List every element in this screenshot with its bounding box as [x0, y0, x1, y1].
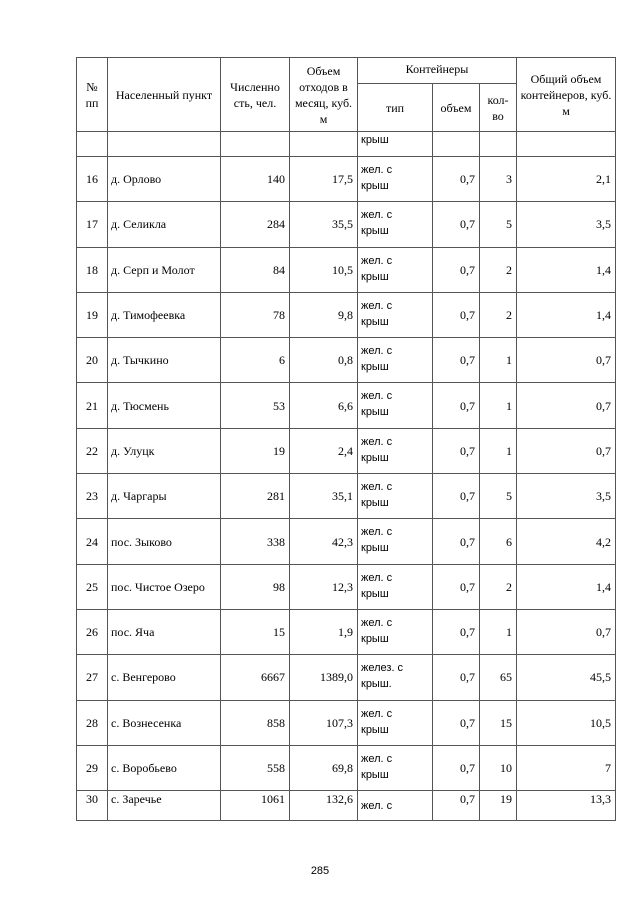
- container-volume-cell: 0,7: [433, 474, 480, 519]
- container-type-cell: [358, 383, 433, 428]
- container-type-line: крыш: [361, 768, 389, 781]
- population-cell: 98: [221, 564, 290, 609]
- table-row: [77, 474, 616, 519]
- waste-volume-cell: 17,5: [290, 157, 358, 202]
- header-container-volume: объем: [433, 84, 480, 132]
- table-row: [77, 247, 616, 292]
- population-cell: 284: [221, 202, 290, 247]
- place-cell: с. Вознесенка: [108, 700, 221, 745]
- total-volume-cell: 3,5: [517, 202, 616, 247]
- container-type-line: крыш: [361, 542, 389, 555]
- container-volume-cell: 0,7: [433, 202, 480, 247]
- place-cell: с. Воробьево: [108, 745, 221, 790]
- waste-volume-cell: 1389,0: [290, 655, 358, 700]
- container-type-cell: [358, 745, 433, 790]
- container-count-cell: 1: [480, 609, 517, 654]
- container-type-cell: [358, 564, 433, 609]
- container-type-line: жел. с: [361, 435, 393, 448]
- total-volume-cell: 7: [517, 745, 616, 790]
- container-count-cell: 5: [480, 202, 517, 247]
- container-type-cell: [358, 247, 433, 292]
- waste-volume-cell: 132,6: [290, 791, 358, 821]
- header-container-count: кол-во: [480, 84, 517, 132]
- container-type-line: жел. с: [361, 299, 393, 312]
- page-number: 285: [310, 865, 330, 877]
- container-count-cell: 15: [480, 700, 517, 745]
- container-count-cell: 6: [480, 519, 517, 564]
- place-cell: д. Улуцк: [108, 428, 221, 473]
- table-row: [77, 745, 616, 790]
- table-row: [77, 519, 616, 564]
- container-type-line: крыш: [361, 723, 389, 736]
- row-number-cell: 30: [77, 791, 108, 821]
- row-number-cell: 20: [77, 338, 108, 383]
- container-type-line: жел. с: [361, 209, 393, 222]
- container-type-line: крыш: [361, 632, 389, 645]
- population-cell: 338: [221, 519, 290, 564]
- table-row: [77, 338, 616, 383]
- waste-volume-cell: 1,9: [290, 609, 358, 654]
- header-total-volume: Общий объем контейнеров, куб. м: [517, 58, 616, 132]
- container-volume-cell: 0,7: [433, 292, 480, 337]
- waste-volume-cell: 0,8: [290, 338, 358, 383]
- container-count-cell: 1: [480, 428, 517, 473]
- table-row: [77, 700, 616, 745]
- container-type-line: крыш: [361, 270, 389, 283]
- header-container-type: тип: [358, 84, 433, 132]
- container-volume-cell: 0,7: [433, 383, 480, 428]
- container-type-line: желез. с: [361, 662, 404, 675]
- row-number-cell: 16: [77, 157, 108, 202]
- container-type-cell: [358, 700, 433, 745]
- total-volume-cell: 1,4: [517, 292, 616, 337]
- container-count-cell: 65: [480, 655, 517, 700]
- container-count-cell: 1: [480, 383, 517, 428]
- container-type-cell: [358, 338, 433, 383]
- population-cell: 858: [221, 700, 290, 745]
- header-number: № пп: [77, 58, 108, 132]
- row-number-cell: 29: [77, 745, 108, 790]
- container-type-line: жел. с: [361, 752, 393, 765]
- table-row: [77, 609, 616, 654]
- container-type-line: жел. с: [361, 571, 393, 584]
- waste-volume-cell: 6,6: [290, 383, 358, 428]
- row-number-cell: 24: [77, 519, 108, 564]
- row-number-cell: 27: [77, 655, 108, 700]
- container-type-line: крыш.: [361, 678, 392, 691]
- container-count-cell: 2: [480, 292, 517, 337]
- container-volume-cell: 0,7: [433, 428, 480, 473]
- place-cell: с. Венгерово: [108, 655, 221, 700]
- container-type-cell: [358, 202, 433, 247]
- place-cell: д. Селикла: [108, 202, 221, 247]
- waste-table: [76, 57, 616, 821]
- container-count-cell: 19: [480, 791, 517, 821]
- container-type-line: жел. с: [361, 526, 393, 539]
- row-number-cell: 22: [77, 428, 108, 473]
- waste-volume-cell: 35,5: [290, 202, 358, 247]
- container-type-line: крыш: [361, 315, 389, 328]
- container-type-line: жел. с: [361, 481, 393, 494]
- container-type-cell: [358, 655, 433, 700]
- waste-volume-cell: 107,3: [290, 700, 358, 745]
- place-cell: пос. Чистое Озеро: [108, 564, 221, 609]
- row-number-cell: 28: [77, 700, 108, 745]
- population-cell: 53: [221, 383, 290, 428]
- container-type-line: крыш: [361, 361, 389, 374]
- waste-volume-cell: 35,1: [290, 474, 358, 519]
- container-type-line: крыш: [361, 587, 389, 600]
- container-volume-cell: 0,7: [433, 700, 480, 745]
- container-type-line: крыш: [361, 451, 389, 464]
- row-number-cell: 21: [77, 383, 108, 428]
- container-count-cell: 5: [480, 474, 517, 519]
- total-volume-cell: 0,7: [517, 338, 616, 383]
- row-number-cell: 23: [77, 474, 108, 519]
- waste-volume-cell: 69,8: [290, 745, 358, 790]
- container-volume-cell: 0,7: [433, 338, 480, 383]
- row-number-cell: 17: [77, 202, 108, 247]
- waste-volume-cell: 10,5: [290, 247, 358, 292]
- table-row: [77, 564, 616, 609]
- table-row: [77, 292, 616, 337]
- place-cell: пос. Зыково: [108, 519, 221, 564]
- container-volume-cell: 0,7: [433, 564, 480, 609]
- container-volume-cell: 0,7: [433, 655, 480, 700]
- population-cell: 140: [221, 157, 290, 202]
- container-volume-cell: 0,7: [433, 791, 480, 821]
- waste-volume-cell: 9,8: [290, 292, 358, 337]
- table-row-last: [77, 791, 616, 821]
- container-volume-cell: 0,7: [433, 745, 480, 790]
- header-containers: Контейнеры: [358, 58, 517, 84]
- population-cell: 78: [221, 292, 290, 337]
- continuation-type-cell: крыш: [358, 132, 433, 157]
- place-cell: д. Серп и Молот: [108, 247, 221, 292]
- place-cell: д. Тюсмень: [108, 383, 221, 428]
- table-header: [77, 58, 616, 132]
- header-place: Населенный пункт: [108, 58, 221, 132]
- container-count-cell: 3: [480, 157, 517, 202]
- total-volume-cell: 2,1: [517, 157, 616, 202]
- row-number-cell: 19: [77, 292, 108, 337]
- container-type-cell: жел. с: [358, 791, 433, 821]
- place-cell: д. Орлово: [108, 157, 221, 202]
- population-cell: 19: [221, 428, 290, 473]
- total-volume-cell: 10,5: [517, 700, 616, 745]
- container-type-line: крыш: [361, 406, 389, 419]
- container-type-line: жел. с: [361, 345, 393, 358]
- table-row: [77, 655, 616, 700]
- table-row: [77, 383, 616, 428]
- population-cell: 6667: [221, 655, 290, 700]
- total-volume-cell: 4,2: [517, 519, 616, 564]
- population-cell: 1061: [221, 791, 290, 821]
- total-volume-cell: 3,5: [517, 474, 616, 519]
- total-volume-cell: 45,5: [517, 655, 616, 700]
- waste-volume-cell: 42,3: [290, 519, 358, 564]
- waste-volume-cell: 12,3: [290, 564, 358, 609]
- row-number-cell: 25: [77, 564, 108, 609]
- container-type-line: жел. с: [361, 616, 393, 629]
- waste-volume-cell: 2,4: [290, 428, 358, 473]
- place-cell: пос. Яча: [108, 609, 221, 654]
- container-count-cell: 1: [480, 338, 517, 383]
- total-volume-cell: 0,7: [517, 428, 616, 473]
- container-type-cell: [358, 157, 433, 202]
- container-type-cell: [358, 474, 433, 519]
- total-volume-cell: 0,7: [517, 609, 616, 654]
- place-cell: д. Тычкино: [108, 338, 221, 383]
- container-volume-cell: 0,7: [433, 157, 480, 202]
- row-number-cell: 26: [77, 609, 108, 654]
- header-waste-volume: Объем отходов в месяц, куб. м: [290, 58, 358, 132]
- container-type-line: крыш: [361, 225, 389, 238]
- container-type-line: крыш: [361, 180, 389, 192]
- total-volume-cell: 1,4: [517, 247, 616, 292]
- container-type-line: крыш: [361, 497, 389, 510]
- container-count-cell: 10: [480, 745, 517, 790]
- header-population: Численно сть, чел.: [221, 58, 290, 132]
- container-type-line: жел. с: [361, 390, 393, 403]
- population-cell: 6: [221, 338, 290, 383]
- table-row: [77, 202, 616, 247]
- container-type-cell: [358, 292, 433, 337]
- table-row: [77, 157, 616, 202]
- container-type-line: жел. с: [361, 164, 393, 176]
- place-cell: д. Тимофеевка: [108, 292, 221, 337]
- container-volume-cell: 0,7: [433, 519, 480, 564]
- container-count-cell: 2: [480, 564, 517, 609]
- container-type-cell: [358, 609, 433, 654]
- continuation-row: [77, 132, 616, 157]
- population-cell: 558: [221, 745, 290, 790]
- place-cell: с. Заречье: [108, 791, 221, 821]
- population-cell: 15: [221, 609, 290, 654]
- container-type-line: жел. с: [361, 254, 393, 267]
- container-count-cell: 2: [480, 247, 517, 292]
- container-volume-cell: 0,7: [433, 247, 480, 292]
- population-cell: 84: [221, 247, 290, 292]
- place-cell: д. Чаргары: [108, 474, 221, 519]
- population-cell: 281: [221, 474, 290, 519]
- total-volume-cell: 1,4: [517, 564, 616, 609]
- total-volume-cell: 13,3: [517, 791, 616, 821]
- container-type-line: жел. с: [361, 707, 393, 720]
- row-number-cell: 18: [77, 247, 108, 292]
- table-row: [77, 428, 616, 473]
- container-type-cell: [358, 519, 433, 564]
- container-type-cell: [358, 428, 433, 473]
- container-volume-cell: 0,7: [433, 609, 480, 654]
- total-volume-cell: 0,7: [517, 383, 616, 428]
